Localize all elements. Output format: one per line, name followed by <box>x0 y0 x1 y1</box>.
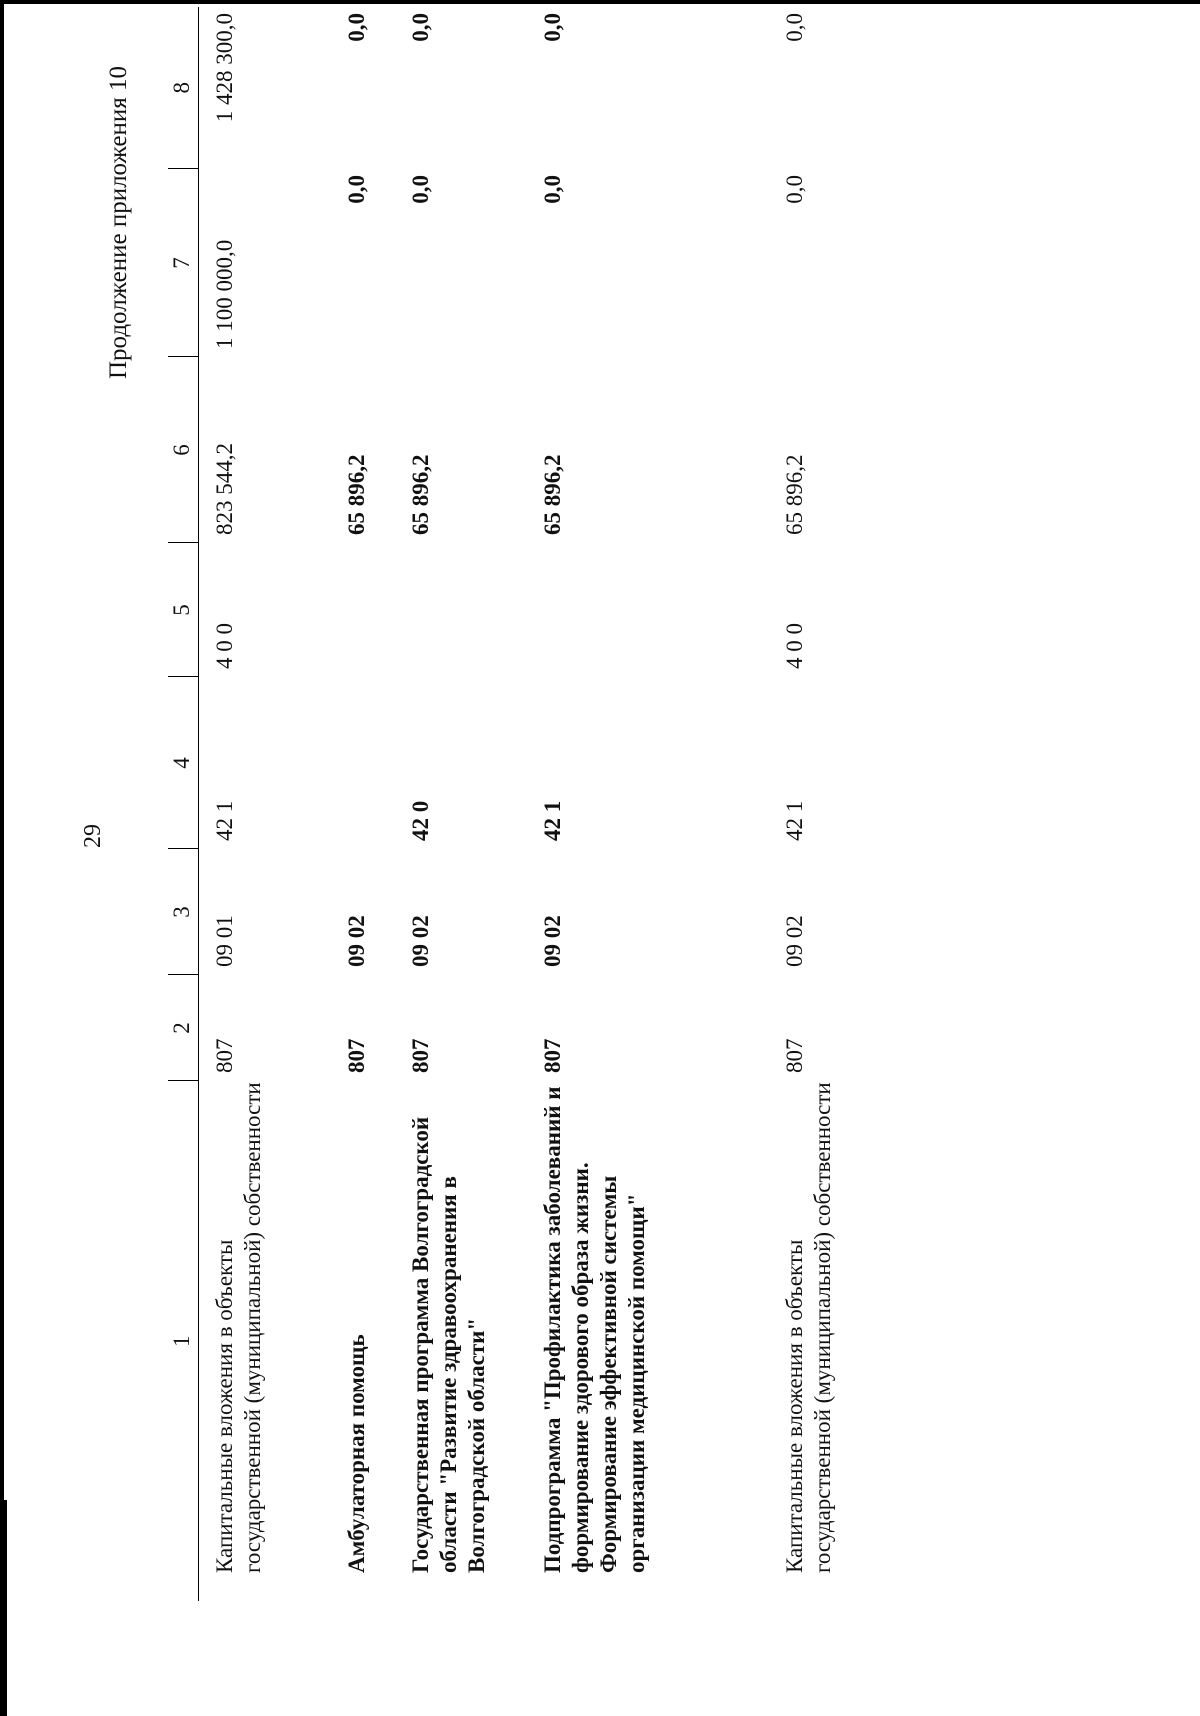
header-cell: 1 <box>168 1081 199 1601</box>
header-cell: 2 <box>168 975 199 1081</box>
table-row <box>539 7 781 1601</box>
row-sum-2: 0,0 <box>408 175 433 204</box>
table-header-row <box>168 7 199 1601</box>
table-row <box>199 7 344 1601</box>
row-sum-2: 0,0 <box>782 175 807 204</box>
row-sum-1: 65 896,2 <box>408 454 433 535</box>
row-sum-1: 65 896,2 <box>540 454 565 535</box>
row-type <box>343 543 407 677</box>
row-name: Капитальные вложения в объекты государственной (муниципальной) собственности <box>782 1082 835 1573</box>
row-name: Государственная программа Волгоградской области "Развитие здравоохранения в Волгоградской области" <box>408 1116 489 1573</box>
row-name: Амбулаторная помощь <box>344 1334 369 1573</box>
row-target <box>343 677 407 849</box>
document-title: Продолжение приложения 10 <box>105 66 132 380</box>
header-cell: 3 <box>168 849 199 975</box>
row-sum-1: 65 896,2 <box>782 454 807 535</box>
row-sum-1: 65 896,2 <box>344 454 369 535</box>
row-target: 42 1 <box>212 800 237 841</box>
header-cell: 4 <box>168 677 199 849</box>
row-sum-3: 0,0 <box>782 13 807 42</box>
row-name: Капитальные вложения в объекты государственной (муниципальной) собственности <box>212 1082 265 1573</box>
row-sum-1: 823 544,2 <box>212 443 237 535</box>
row-sum-3: 0,0 <box>408 13 433 42</box>
header-cell: 5 <box>168 543 199 677</box>
row-target: 42 1 <box>540 800 565 841</box>
row-type <box>539 543 781 677</box>
row-section: 09 02 <box>408 915 433 967</box>
row-name: Подпрограмма "Профилактика заболеваний и формирование здорового образа жизни. Формирование эффективной системы организации медицинской помощи" <box>540 1086 649 1573</box>
row-section: 09 01 <box>212 915 237 967</box>
row-sum-2: 0,0 <box>344 175 369 204</box>
row-sum-3: 0,0 <box>344 13 369 42</box>
row-code: 807 <box>344 1038 369 1073</box>
row-code: 807 <box>782 1038 807 1073</box>
row-sum-2: 1 100 000,0 <box>212 239 237 349</box>
row-code: 807 <box>212 1038 237 1073</box>
row-sum-3: 0,0 <box>540 13 565 42</box>
table-row <box>781 7 913 1601</box>
table-row <box>407 7 539 1601</box>
budget-table <box>168 7 913 1601</box>
header-cell: 8 <box>168 7 199 169</box>
row-target: 42 0 <box>408 800 433 841</box>
row-section: 09 02 <box>540 915 565 967</box>
page-number: 29 <box>80 824 106 848</box>
row-sum-3: 1 428 300,0 <box>212 13 237 123</box>
row-section: 09 02 <box>782 915 807 967</box>
row-type <box>407 543 539 677</box>
row-code: 807 <box>540 1038 565 1073</box>
header-cell: 6 <box>168 357 199 543</box>
row-section: 09 02 <box>344 915 369 967</box>
row-type: 4 0 0 <box>782 623 807 669</box>
row-target: 42 1 <box>782 800 807 841</box>
header-cell: 7 <box>168 169 199 357</box>
row-type: 4 0 0 <box>212 623 237 669</box>
row-sum-2: 0,0 <box>540 175 565 204</box>
table-row <box>343 7 407 1601</box>
row-code: 807 <box>408 1038 433 1073</box>
